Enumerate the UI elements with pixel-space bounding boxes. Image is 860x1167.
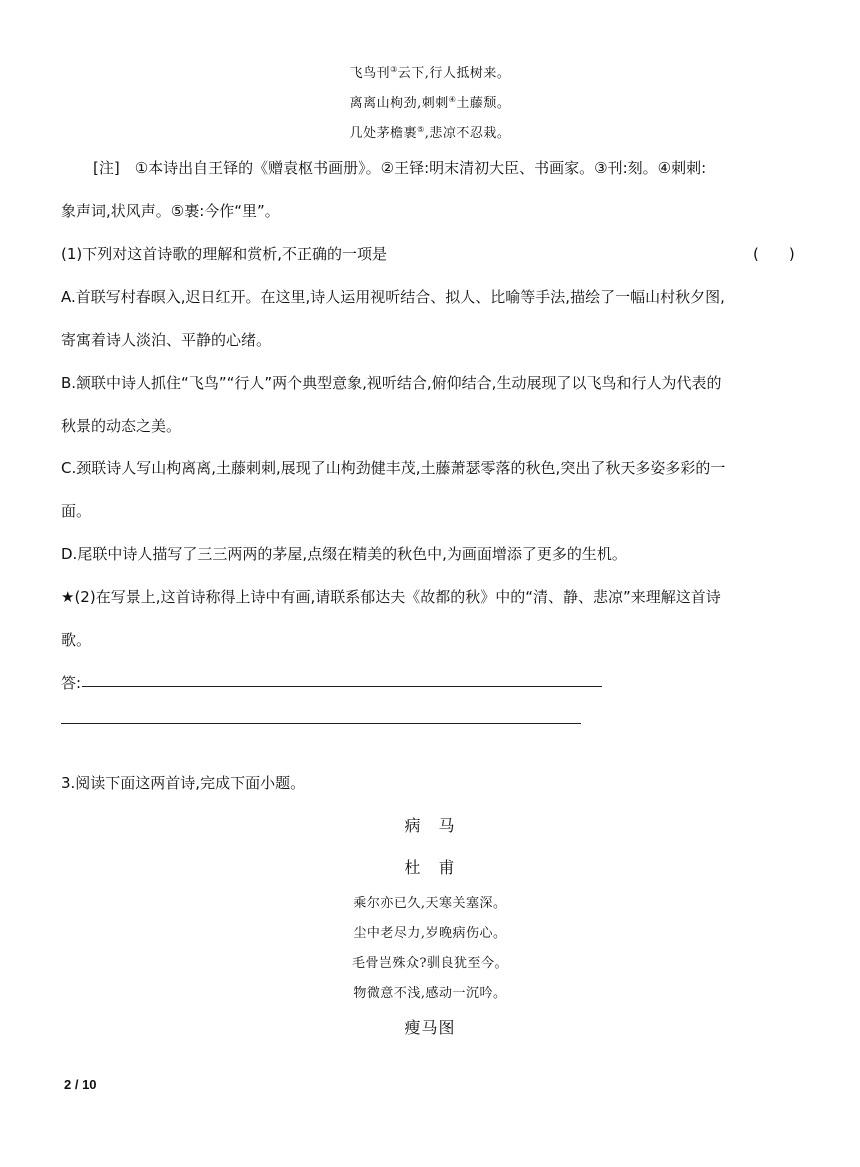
poem-author: 杜 甫 <box>404 858 456 877</box>
option-c-line-2: 面。 <box>61 502 92 520</box>
poem-line-3: 几处茅檐裹⑤,悲凉不忍栽。 <box>349 125 511 141</box>
question-2-stem-line-1: ★(2)在写景上,这首诗称得上诗中有画,请联系郁达夫《故都的秋》中的“清、静、悲凉”来理解这首诗 <box>61 588 721 606</box>
question-1-stem: (1)下列对这首诗歌的理解和赏析,不正确的一项是 <box>61 245 388 263</box>
next-poem-title: 瘦马图 <box>404 1018 456 1037</box>
poem-2-line-3: 毛骨岂殊众?驯良犹至今。 <box>352 956 508 971</box>
answer-label: 答: <box>61 674 82 692</box>
page-number: 2 / 10 <box>64 1077 97 1092</box>
option-b-line-1: B.颔联中诗人抓住“飞鸟”“行人”两个典型意象,视听结合,俯仰结合,生动展现了以飞鸟和行人为代表的 <box>61 374 722 392</box>
answer-line-1 <box>82 686 602 687</box>
poem-2-line-2: 尘中老尽力,岁晚病伤心。 <box>353 926 507 941</box>
answer-bracket: ( ) <box>753 245 795 263</box>
answer-line-2 <box>61 723 581 724</box>
option-c-line-1: C.颈联诗人写山枸离离,土藤刺刺,展现了山枸劲健丰茂,土藤萧瑟零落的秋色,突出了秋天多姿多彩的一 <box>61 459 726 477</box>
option-a-line-1: A.首联写村春暝入,迟日红开。在这里,诗人运用视听结合、拟人、比喻等手法,描绘了一幅山村秋夕图, <box>61 288 725 306</box>
poem-title: 病 马 <box>404 816 456 835</box>
option-d: D.尾联中诗人描写了三三两两的茅屋,点缀在精美的秋色中,为画面增添了更多的生机。 <box>61 545 627 563</box>
question-3-stem: 3.阅读下面这两首诗,完成下面小题。 <box>61 774 306 792</box>
notes-line-2: 象声词,状风声。⑤裹:今作“里”。 <box>61 202 280 220</box>
question-2-stem-line-2: 歌。 <box>61 631 92 649</box>
poem-2-line-1: 乘尔亦已久,天寒关塞深。 <box>353 896 507 911</box>
notes-line-1: [注] ①本诗出自王铎的《赠袁枢书画册》。②王铎:明末清初大臣、书画家。③刊:刻。④刺刺: <box>93 159 707 177</box>
poem-line-2: 离离山枸劲,刺刺④土藤颓。 <box>349 95 511 111</box>
option-a-line-2: 寄寓着诗人淡泊、平静的心绪。 <box>61 331 272 349</box>
poem-line-1: 飞鸟刊③云下,行人抵树来。 <box>349 65 511 81</box>
option-b-line-2: 秋景的动态之美。 <box>61 417 182 435</box>
poem-2-line-4: 物微意不浅,感动一沉吟。 <box>353 986 507 1001</box>
